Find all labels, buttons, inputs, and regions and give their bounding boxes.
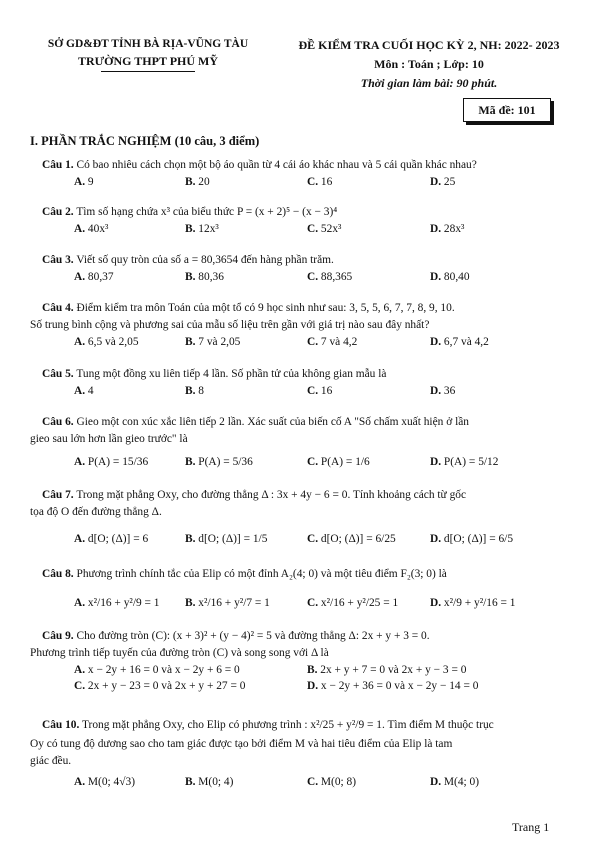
exam-time: Thời gian làm bài: 90 phút. (360, 76, 498, 90)
option-text: 88,365 (320, 271, 353, 283)
option-letter: D. (430, 776, 444, 788)
option-d (430, 531, 513, 548)
question-text-cont-2: giác đều. (30, 755, 72, 767)
question-8 (42, 566, 562, 613)
option-b (185, 595, 270, 612)
question-label: Câu 9. (42, 630, 74, 642)
exam-title: ĐỀ KIỂM TRA CUỐI HỌC KỲ 2, NH: 2022- 2023 (298, 38, 560, 52)
option-letter: C. (307, 176, 321, 188)
question-text: Cho đường tròn (C): (x + 3)² + (y − 4)² = 5 và đường thẳng Δ: 2x + y + 3 = 0. (76, 630, 430, 642)
option-text: x − 2y + 16 = 0 và x − 2y + 6 = 0 (87, 664, 240, 676)
option-d (430, 269, 470, 286)
question-label: Câu 8. (42, 568, 74, 580)
option-text: 52x³ (320, 223, 342, 235)
option-c (307, 334, 357, 351)
option-letter: A. (74, 336, 88, 348)
option-text: 25 (443, 176, 456, 188)
option-text: 36 (443, 385, 456, 397)
option-letter: A. (74, 533, 88, 545)
option-text: d[O; (Δ)] = 6/25 (320, 533, 396, 545)
option-a (74, 595, 160, 612)
question-label: Câu 4. (42, 302, 74, 314)
option-b (185, 334, 240, 351)
option-letter: A. (74, 223, 88, 235)
options (74, 221, 562, 239)
option-a (74, 174, 94, 191)
option-text: M(0; 8) (320, 776, 357, 788)
option-text: d[O; (Δ)] = 1/5 (198, 533, 268, 545)
option-letter: A. (74, 385, 88, 397)
option-letter: C. (307, 597, 321, 609)
option-letter: B. (185, 336, 199, 348)
option-text: 9 (87, 176, 94, 188)
option-letter: A. (74, 597, 88, 609)
question-text: Điểm kiểm tra môn Toán của một tổ có 9 học sinh như sau: 3, 5, 5, 6, 7, 7, 8, 9, 10. (76, 302, 455, 314)
option-text: 7 và 2,05 (198, 336, 241, 348)
options (74, 269, 562, 287)
option-letter: A. (74, 664, 88, 676)
exam-code-box: Mã đề: 101 (463, 98, 551, 122)
question-text: Tìm số hạng chứa x³ của biểu thức P = (x + 2)⁵ − (x − 3)⁴ (76, 206, 338, 218)
option-text: 8 (198, 385, 204, 397)
options (74, 174, 562, 192)
option-b (185, 174, 210, 191)
question-text: Phương trình chính tắc của Elip có một đỉnh A₂(4; 0) và một tiêu điểm F₂(3; 0) là (76, 568, 447, 580)
option-text: P(A) = 5/36 (198, 456, 253, 468)
question-label: Câu 7. (42, 489, 74, 501)
option-b (185, 454, 253, 471)
question-4 (30, 300, 562, 352)
options (74, 383, 562, 401)
header-underline (101, 71, 195, 72)
option-text: 7 và 4,2 (320, 336, 358, 348)
option-letter: B. (185, 597, 199, 609)
option-text: P(A) = 15/36 (87, 456, 149, 468)
option-letter: D. (430, 176, 444, 188)
question-3 (42, 252, 562, 287)
option-letter: B. (185, 271, 199, 283)
option-b (185, 383, 204, 400)
option-c (307, 774, 356, 791)
option-a (74, 383, 94, 400)
option-a (74, 662, 240, 679)
options (74, 454, 562, 472)
question-text-cont: tọa độ O đến đường thẳng Δ. (30, 506, 162, 518)
school-name: TRƯỜNG THPT PHÚ MỸ (77, 54, 219, 68)
option-letter: D. (430, 533, 444, 545)
question-1 (42, 157, 562, 192)
option-text: 16 (320, 176, 333, 188)
options (74, 774, 562, 792)
option-letter: D. (430, 223, 444, 235)
option-c (74, 678, 245, 695)
option-d (430, 334, 489, 351)
option-letter: C. (307, 223, 321, 235)
option-text: 80,36 (198, 271, 224, 283)
option-text: x²/16 + y²/25 = 1 (320, 597, 399, 609)
option-b (185, 531, 267, 548)
department-name: SỞ GD&ĐT TỈNH BÀ RỊA-VŨNG TÀU (47, 38, 249, 50)
option-letter: B. (307, 664, 321, 676)
options (74, 531, 562, 549)
option-text: P(A) = 1/6 (320, 456, 370, 468)
option-c (307, 454, 370, 471)
option-text: x²/16 + y²/7 = 1 (198, 597, 270, 609)
option-text: P(A) = 5/12 (443, 456, 499, 468)
option-letter: C. (307, 456, 321, 468)
option-letter: C. (307, 776, 321, 788)
question-label: Câu 6. (42, 416, 74, 428)
option-text: M(0; 4√3) (87, 776, 135, 788)
question-text: Có bao nhiêu cách chọn một bộ áo quần từ 4 cái áo khác nhau và 5 cái quần khác nhau? (76, 159, 477, 171)
option-letter: C. (74, 680, 88, 692)
option-letter: C. (307, 336, 321, 348)
option-d (430, 221, 464, 238)
question-text-cont: Oy có tung độ dương sao cho tam giác được tạo bởi điểm M và hai tiêu điểm của Elip là tam (30, 738, 453, 750)
option-letter: A. (74, 456, 88, 468)
option-text: 20 (198, 176, 210, 188)
option-a (74, 221, 108, 238)
question-text: Viết số quy tròn của số a = 80,3654 đến hàng phần trăm. (76, 254, 334, 266)
option-d (430, 454, 498, 471)
option-a (74, 531, 148, 548)
options (74, 595, 562, 613)
option-c (307, 221, 341, 238)
option-letter: C. (307, 271, 321, 283)
option-b (185, 269, 224, 286)
question-6 (30, 414, 562, 472)
question-5 (42, 366, 562, 401)
question-label: Câu 5. (42, 368, 74, 380)
option-text: 28x³ (443, 223, 465, 235)
option-a (74, 269, 114, 286)
header-left (18, 38, 278, 72)
option-text: 12x³ (198, 223, 219, 235)
option-letter: B. (185, 456, 199, 468)
option-text: d[O; (Δ)] = 6 (87, 533, 149, 545)
option-letter: B. (185, 223, 199, 235)
question-9 (30, 628, 562, 694)
option-d (430, 174, 455, 191)
option-c (307, 269, 352, 286)
option-b (185, 774, 233, 791)
option-text: 80,37 (87, 271, 114, 283)
option-letter: B. (185, 533, 199, 545)
option-letter: A. (74, 176, 88, 188)
page-number: Trang 1 (512, 820, 550, 834)
option-text: M(0; 4) (198, 776, 234, 788)
option-c (307, 531, 396, 548)
header-right (270, 38, 588, 91)
section-title: I. PHẦN TRẮC NGHIỆM (10 câu, 3 điểm) (30, 134, 260, 148)
question-label: Câu 2. (42, 206, 74, 218)
option-text: M(4; 0) (443, 776, 480, 788)
option-c (307, 174, 332, 191)
options-row-1 (74, 662, 562, 678)
option-letter: D. (430, 597, 444, 609)
question-text: Tung một đồng xu liên tiếp 4 lần. Số phần tử của không gian mẫu là (76, 368, 387, 380)
option-letter: B. (185, 776, 199, 788)
option-a (74, 334, 139, 351)
question-text-cont: gieo sau lớn hơn lần gieo trước" là (30, 433, 188, 445)
option-letter: D. (430, 271, 444, 283)
option-letter: A. (74, 271, 88, 283)
option-text: 6,5 và 2,05 (87, 336, 139, 348)
option-text: 2x + y + 7 = 0 và 2x + y − 3 = 0 (320, 664, 467, 676)
option-text: x − 2y + 36 = 0 và x − 2y − 14 = 0 (320, 680, 479, 692)
option-text: 4 (87, 385, 94, 397)
question-text: Trong mặt phẳng Oxy, cho Elip có phương trình : x²/25 + y²/9 = 1. Tìm điểm M thuộc trục (82, 719, 494, 731)
option-letter: B. (185, 385, 199, 397)
options-row-2 (74, 678, 562, 694)
option-letter: D. (307, 680, 321, 692)
option-d (430, 383, 455, 400)
question-text-cont: Số trung bình cộng và phương sai của mẫu số liệu trên gần với giá trị nào sau đây nhất? (30, 319, 430, 331)
question-10 (30, 717, 562, 792)
option-text: x²/16 + y²/9 = 1 (87, 597, 160, 609)
question-7 (30, 487, 562, 549)
option-b (307, 662, 466, 679)
option-letter: D. (430, 385, 444, 397)
option-text: 6,7 và 4,2 (443, 336, 489, 348)
option-a (74, 454, 148, 471)
option-text: 16 (320, 385, 333, 397)
option-letter: D. (430, 336, 444, 348)
question-text-cont: Phương trình tiếp tuyến của đường tròn (C) và song song với Δ là (30, 647, 329, 659)
question-2 (42, 204, 562, 239)
option-letter: A. (74, 776, 88, 788)
options (74, 334, 562, 352)
question-label: Câu 10. (42, 719, 80, 731)
option-text: 40x³ (87, 223, 109, 235)
option-text: 2x + y − 23 = 0 và 2x + y + 27 = 0 (87, 680, 246, 692)
question-label: Câu 1. (42, 159, 74, 171)
option-c (307, 383, 332, 400)
option-d (307, 678, 478, 695)
option-text: 80,40 (443, 271, 470, 283)
option-d (430, 595, 516, 612)
question-label: Câu 3. (42, 254, 74, 266)
option-letter: C. (307, 385, 321, 397)
option-letter: D. (430, 456, 444, 468)
option-d (430, 774, 479, 791)
option-b (185, 221, 219, 238)
exam-subject: Môn : Toán ; Lớp: 10 (374, 57, 484, 71)
option-a (74, 774, 135, 791)
question-text: Gieo một con xúc xắc liên tiếp 2 lần. Xác suất của biến cố A "Số chấm xuất hiện ở lần (76, 416, 469, 428)
question-text: Trong mặt phẳng Oxy, cho đường thẳng Δ : 3x + 4y − 6 = 0. Tính khoảng cách từ gốc (76, 489, 467, 501)
option-text: d[O; (Δ)] = 6/5 (443, 533, 514, 545)
option-c (307, 595, 398, 612)
option-text: x²/9 + y²/16 = 1 (443, 597, 516, 609)
option-letter: B. (185, 176, 199, 188)
option-letter: C. (307, 533, 321, 545)
